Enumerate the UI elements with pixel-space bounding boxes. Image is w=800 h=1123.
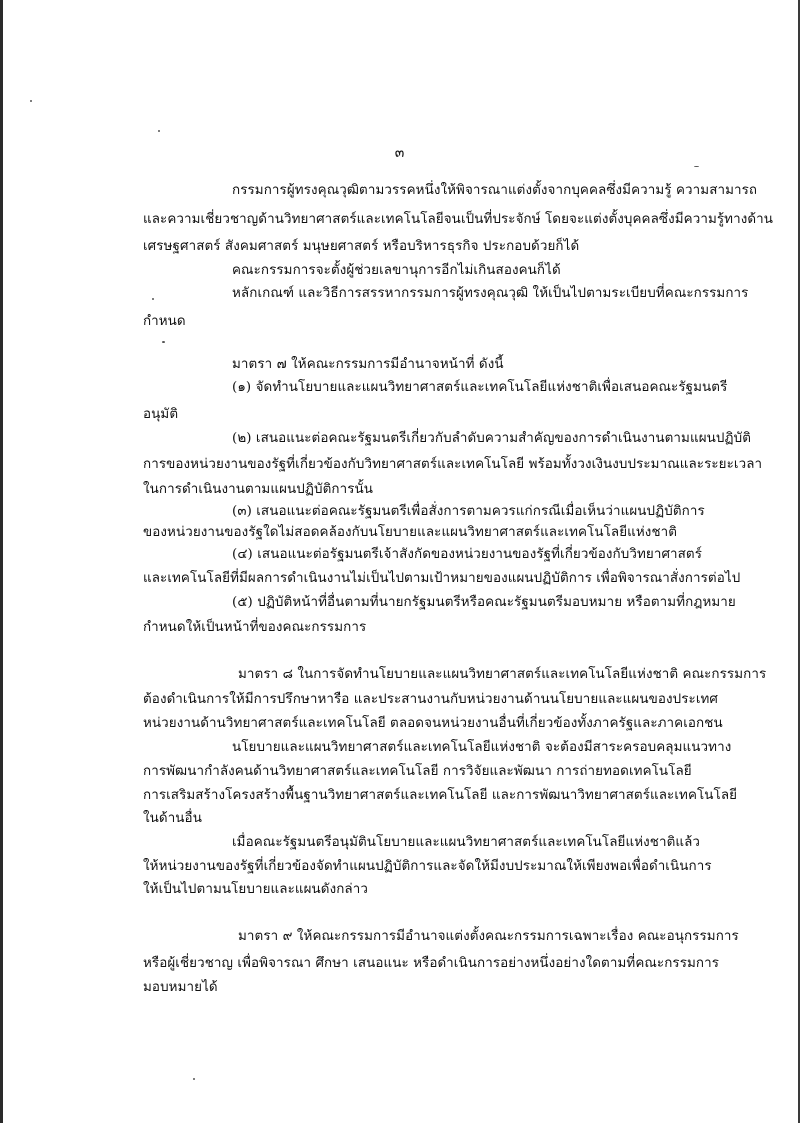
text-line: (๔) เสนอแนะต่อรัฐมนตรีเจ้าสังกัดของหน่วยงานของรัฐที่เกี่ยวข้องกับวิทยาศาสตร์ [232, 547, 703, 562]
text-line: กรรมการผู้ทรงคุณวุฒิตามวรรคหนึ่งให้พิจารณาแต่งตั้งจากบุคคลซึ่งมีความรู้ ความสามารถ [232, 183, 758, 198]
text-line: การเสริมสร้างโครงสร้างพื้นฐานวิทยาศาสตร์และเทคโนโลยี และการพัฒนาวิทยาศาสตร์และเทคโนโลยี [143, 788, 738, 803]
text-line: และความเชี่ยวชาญด้านวิทยาศาสตร์และเทคโนโลยีจนเป็นที่ประจักษ์ โดยจะแต่งตั้งบุคคลซึ่งมีความรู้ทางด้าน [143, 212, 774, 227]
text-line: (๑) จัดทำนโยบายและแผนวิทยาศาสตร์และเทคโนโลยีแห่งชาติเพื่อเสนอคณะรัฐมนตรี [232, 380, 728, 395]
text-line: ต้องดำเนินการให้มีการปรึกษาหารือ และประสานงานกับหน่วยงานด้านนโยบายและแผนของประเทศ [143, 692, 719, 707]
text-line: (๓) เสนอแนะต่อคณะรัฐมนตรีเพื่อสั่งการตามควรแก่กรณีเมื่อเห็นว่าแผนปฏิบัติการ [232, 504, 705, 519]
scan-speck [158, 130, 160, 132]
text-line: และเทคโนโลยีที่มีผลการดำเนินงานไม่เป็นไปตามเป้าหมายของแผนปฏิบัติการ เพื่อพิจารณาสั่งการต่อไป [143, 571, 741, 586]
text-line: หลักเกณฑ์ และวิธีการสรรหากรรมการผู้ทรงคุณวุฒิ ให้เป็นไปตามระเบียบที่คณะกรรมการ [232, 286, 749, 301]
text-line: คณะกรรมการจะตั้งผู้ช่วยเลขานุการอีกไม่เกินสองคนก็ได้ [232, 263, 561, 278]
text-line: กำหนดให้เป็นหน้าที่ของคณะกรรมการ [143, 620, 367, 635]
text-line: ในการดำเนินงานตามแผนปฏิบัติการนั้น [143, 482, 374, 497]
text-line: ให้หน่วยงานของรัฐที่เกี่ยวข้องจัดทำแผนปฏิบัติการและจัดให้มีงบประมาณให้เพียงพอเพื่อดำเนินการ [143, 859, 712, 874]
text-line: มาตรา ๙ ให้คณะกรรมการมีอำนาจแต่งตั้งคณะกรรมการเฉพาะเรื่อง คณะอนุกรรมการ [238, 929, 739, 944]
text-line: หรือผู้เชี่ยวชาญ เพื่อพิจารณา ศึกษา เสนอแนะ หรือดำเนินการอย่างหนึ่งอย่างใดตามที่คณะกรรมการ [143, 956, 720, 971]
page-number: ๓ [394, 145, 406, 161]
scan-edge-left [0, 0, 3, 1123]
text-line: ในด้านอื่น [143, 811, 202, 826]
text-line: มาตรา ๘ ในการจัดทำนโยบายและแผนวิทยาศาสตร์และเทคโนโลยีแห่งชาติ คณะกรรมการ [238, 667, 767, 682]
text-line: มาตรา ๗ ให้คณะกรรมการมีอำนาจหน้าที่ ดังนี้ [232, 357, 504, 372]
scan-speck [152, 298, 154, 300]
text-line: เศรษฐศาสตร์ สังคมศาสตร์ มนุษยศาสตร์ หรือบริหารธุรกิจ ประกอบด้วยก็ได้ [143, 239, 580, 254]
text-line: มอบหมายได้ [143, 980, 218, 995]
text-line: หน่วยงานด้านวิทยาศาสตร์และเทคโนโลยี ตลอดจนหน่วยงานอื่นที่เกี่ยวข้องทั้งภาครัฐและภาคเอกชน [143, 716, 723, 731]
text-line: (๕) ปฏิบัติหน้าที่อื่นตามที่นายกรัฐมนตรีหรือคณะรัฐมนตรีมอบหมาย หรือตามที่กฎหมาย [232, 595, 736, 610]
text-line: กำหนด [143, 314, 186, 329]
text-line: การของหน่วยงานของรัฐที่เกี่ยวข้องกับวิทยาศาสตร์และเทคโนโลยี พร้อมทั้งวงเงินงบประมาณและระยะเวลา [143, 457, 763, 472]
text-line: ให้เป็นไปตามนโยบายและแผนดังกล่าว [143, 882, 368, 897]
text-line: นโยบายและแผนวิทยาศาสตร์และเทคโนโลยีแห่งชาติ จะต้องมีสาระครอบคลุมแนวทาง [232, 740, 732, 755]
text-line: เมื่อคณะรัฐมนตรีอนุมัตินโยบายและแผนวิทยาศาสตร์และเทคโนโลยีแห่งชาติแล้ว [232, 835, 701, 850]
scan-speck [30, 100, 32, 102]
scan-speck [162, 341, 165, 343]
scan-speck [694, 166, 699, 167]
text-line: การพัฒนากำลังคนด้านวิทยาศาสตร์และเทคโนโลยี การวิจัยและพัฒนา การถ่ายทอดเทคโนโลยี [143, 764, 692, 779]
text-line: ของหน่วยงานของรัฐใดไม่สอดคล้องกับนโยบายและแผนวิทยาศาสตร์และเทคโนโลยีแห่งชาติ [143, 525, 678, 540]
text-line: (๒) เสนอแนะต่อคณะรัฐมนตรีเกี่ยวกับลำดับความสำคัญของการดำเนินงานตามแผนปฏิบัติ [232, 431, 751, 446]
text-line: อนุมัติ [143, 407, 179, 422]
scan-speck [193, 1078, 195, 1080]
